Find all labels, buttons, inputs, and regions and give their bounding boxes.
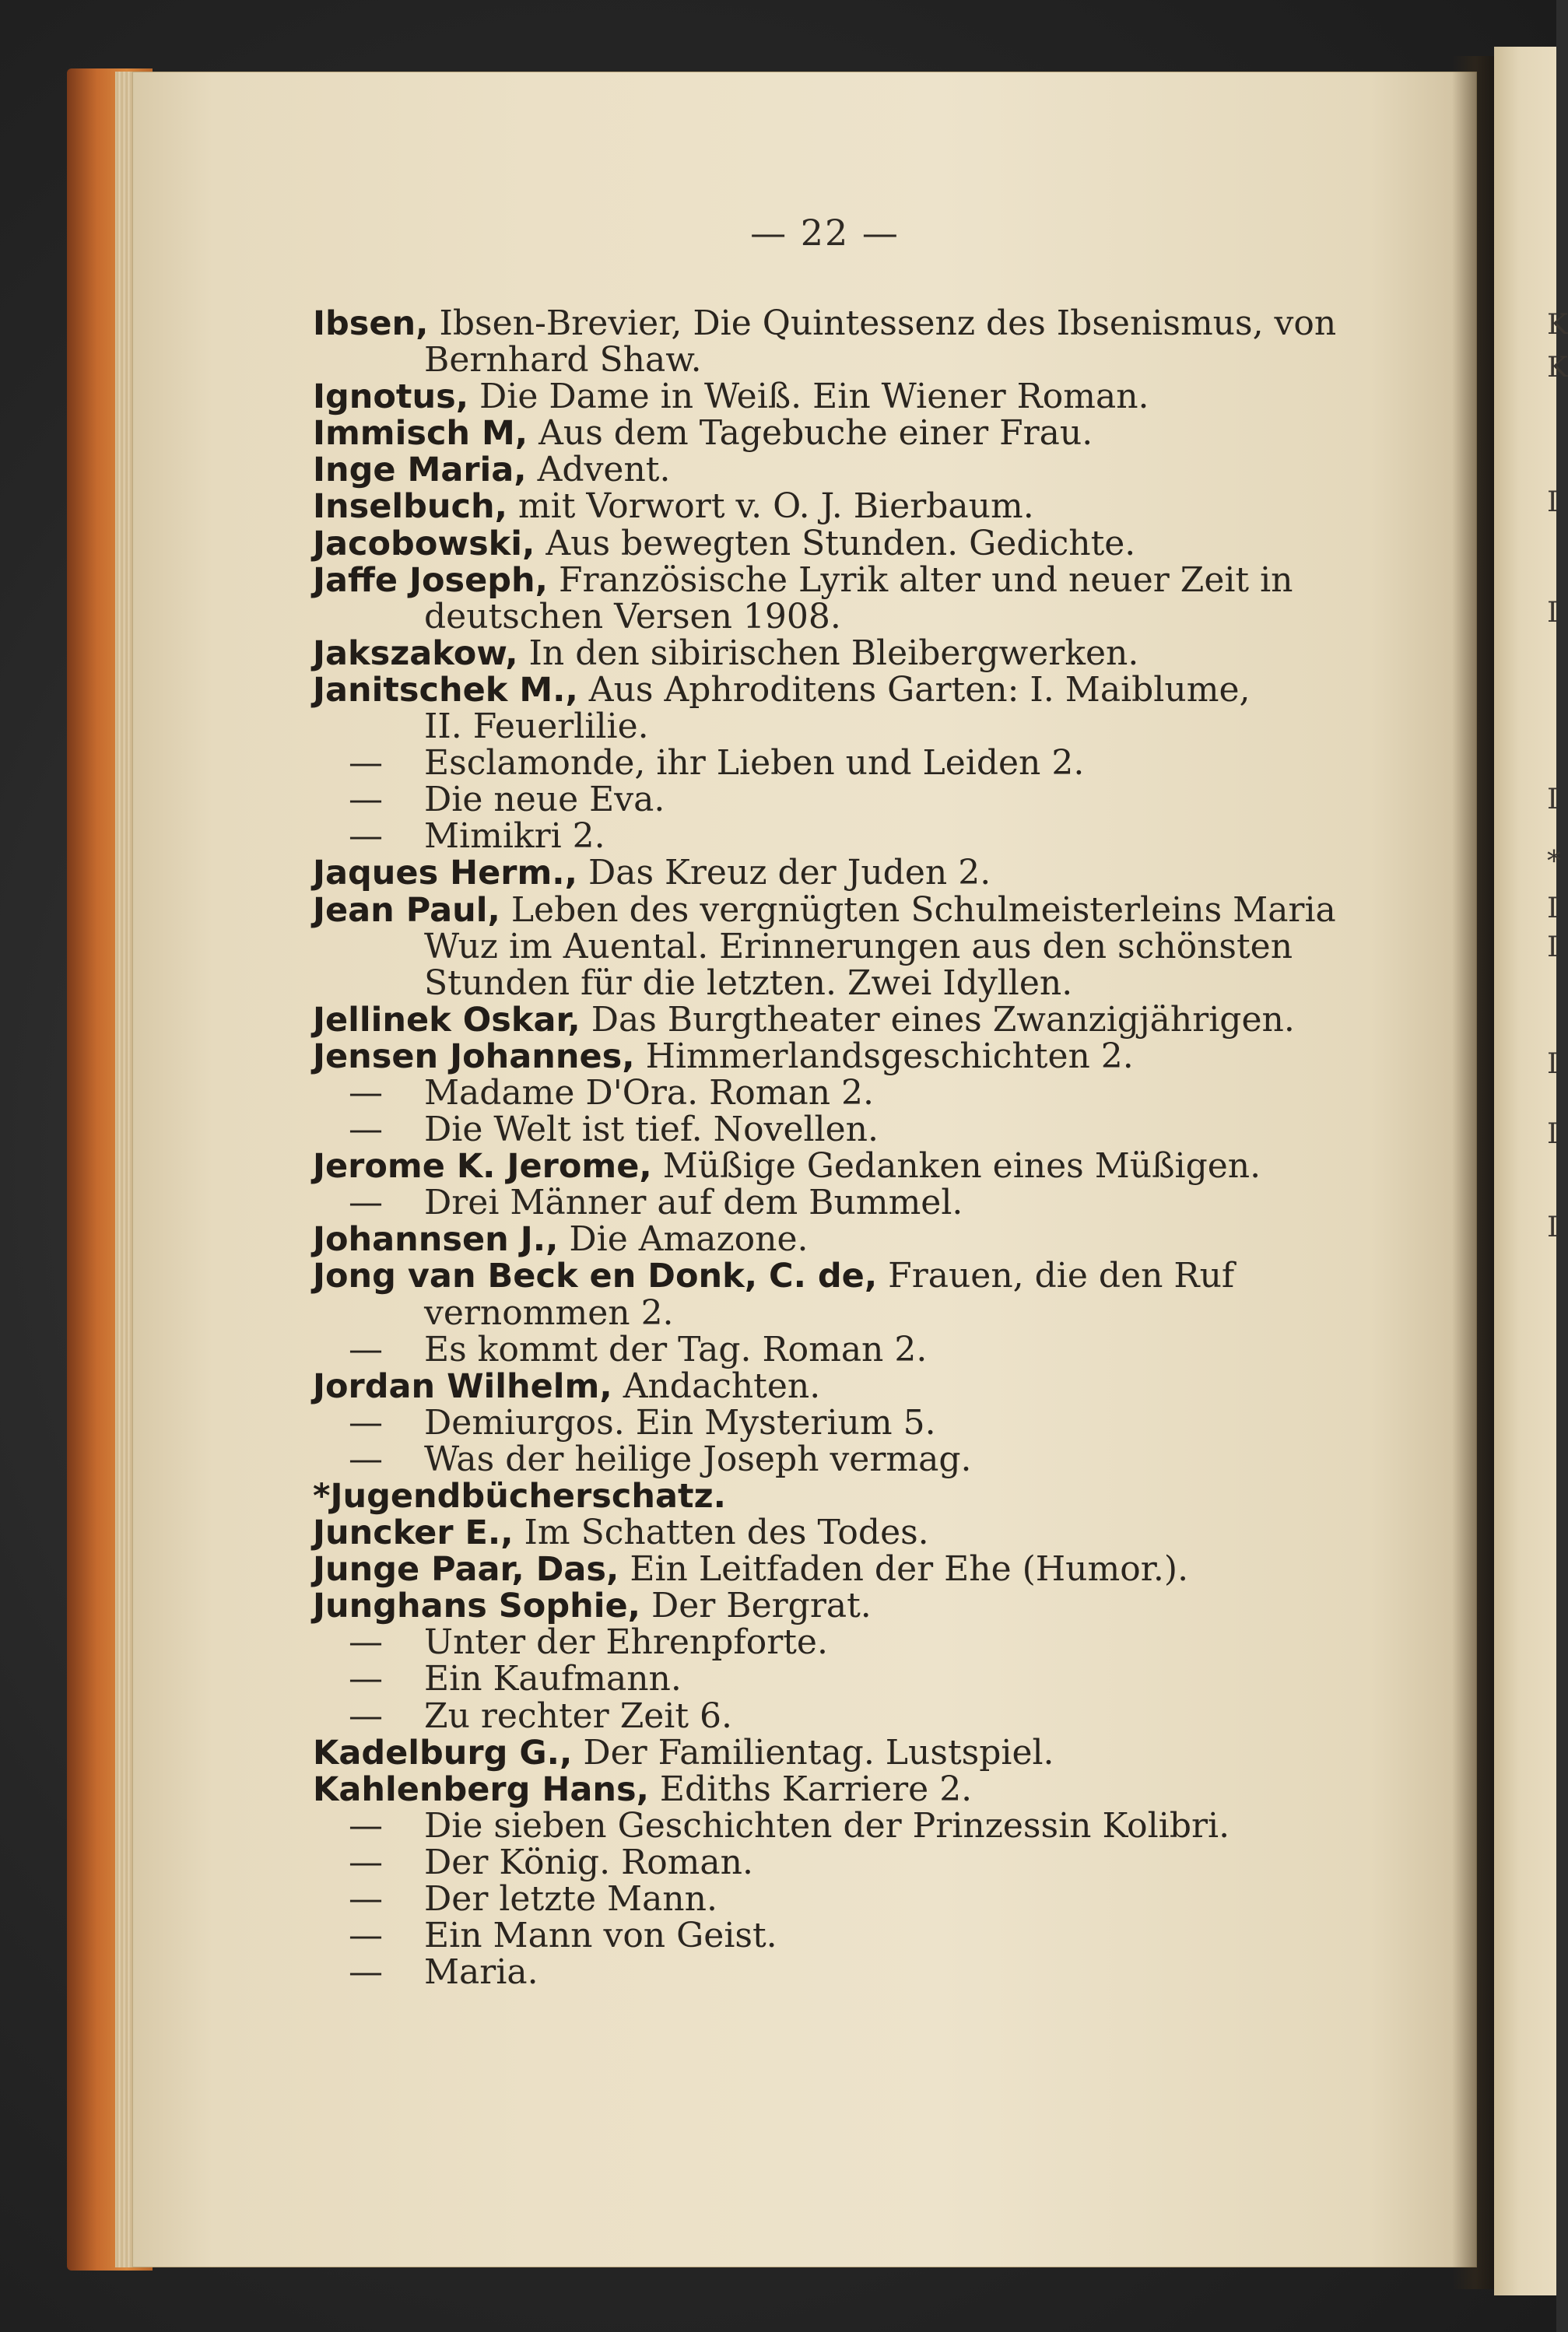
entry-headword: Jacobowski, <box>313 524 535 563</box>
facing-page-glyph: * <box>1547 846 1561 878</box>
facing-page-glyph: I <box>1547 1118 1559 1150</box>
entry-title: Himmerlandsgeschichten 2. <box>634 1036 1134 1076</box>
entry-headword: Jellinek Oskar, <box>313 1000 581 1040</box>
entry-title: Ein Leitfaden der Ehe (Humor.). <box>619 1549 1189 1590</box>
entry-headword: Jordan Wilhelm, <box>313 1366 612 1406</box>
entry-headword: Jerome K. Jerome, <box>313 1147 652 1187</box>
index-entry <box>313 305 1348 342</box>
ditto-entry <box>313 1660 1348 1697</box>
entry-headword: Inselbuch, <box>313 487 507 527</box>
entry-title: Die sieben Geschichten der Prinzessin Kolibri. <box>424 1805 1230 1846</box>
index-entry <box>313 1001 1348 1038</box>
entry-title: Leben des vergnügten Schulmeisterleins Maria <box>500 889 1336 930</box>
facing-page-glyph: I <box>1547 892 1559 924</box>
entry-continuation: Wuz im Auental. Erinnerungen aus den schönsten <box>424 926 1293 966</box>
entry-headword: Kadelburg G., <box>313 1733 573 1773</box>
entry-headword: Kahlenberg Hans, <box>313 1769 649 1809</box>
entry-continuation: vernommen 2. <box>424 1292 674 1333</box>
ditto-entry <box>313 1111 1348 1148</box>
ditto-dash: — <box>349 1622 383 1663</box>
entry-title: Demiurgos. Ein Mysterium 5. <box>424 1402 936 1443</box>
entry-title: Französische Lyrik alter und neuer Zeit in <box>548 559 1293 600</box>
entry-headword: Jaques Herm., <box>313 854 577 893</box>
index-entry <box>313 559 1348 600</box>
ditto-entry <box>313 743 1348 784</box>
entry-title: Die Amazone. <box>558 1219 809 1260</box>
entry-title: Frauen, die den Ruf <box>877 1256 1235 1296</box>
entry-title: Das Kreuz der Juden 2. <box>577 853 991 893</box>
ditto-dash: — <box>349 1952 383 1993</box>
index-entry <box>313 1587 1348 1624</box>
ditto-entry <box>313 1952 1348 1993</box>
ditto-entry <box>313 1917 1348 1954</box>
entry-title: Drei Männer auf dem Bummel. <box>424 1183 963 1223</box>
ditto-entry <box>313 1805 1348 1846</box>
ditto-dash: — <box>349 1842 383 1882</box>
ditto-dash: — <box>349 1916 383 1956</box>
ditto-entry <box>313 816 1348 857</box>
entry-title: Esclamonde, ihr Lieben und Leiden 2. <box>424 743 1085 784</box>
facing-page-glyph: I <box>1547 486 1559 518</box>
ditto-dash: — <box>349 1183 383 1223</box>
ditto-entry <box>313 1698 1348 1734</box>
index-entry <box>313 1219 1348 1260</box>
facing-page-glyph: I <box>1547 931 1559 963</box>
entry-headword: Immisch M, <box>313 414 528 454</box>
entry-title: Aus bewegten Stunden. Gedichte. <box>535 523 1136 563</box>
ditto-entry <box>313 1331 1348 1368</box>
ditto-entry <box>313 1072 1348 1113</box>
ditto-entry <box>313 1622 1348 1663</box>
entry-headword: Junghans Sophie, <box>313 1587 640 1626</box>
entry-title: Der Bergrat. <box>640 1586 872 1626</box>
page-number: — 22 — <box>750 212 900 254</box>
entry-title: Ibsen-Brevier, Die Quintessenz des Ibsenismus, von <box>428 303 1337 343</box>
entry-title: Andachten. <box>612 1366 821 1406</box>
ditto-dash: — <box>349 780 383 820</box>
entry-headword: Inge Maria, <box>313 451 527 490</box>
entry-title: Der Familientag. Lustspiel. <box>572 1732 1054 1773</box>
ditto-dash: — <box>349 1072 383 1113</box>
index-entry <box>313 854 1348 891</box>
index-entry <box>313 413 1348 454</box>
ditto-dash: — <box>349 1402 383 1443</box>
entry-continuation: Bernhard Shaw. <box>424 340 702 380</box>
entry-title: Die neue Eva. <box>424 780 665 820</box>
facing-page-glyph: I <box>1547 1048 1559 1080</box>
ditto-entry <box>313 1184 1348 1221</box>
entry-headword: Jensen Johannes, <box>313 1036 635 1076</box>
index-entry <box>313 486 1348 527</box>
entry-title: Müßige Gedanken eines Müßigen. <box>651 1146 1261 1187</box>
entry-title: Unter der Ehrenpforte. <box>424 1622 828 1663</box>
ditto-dash: — <box>349 1659 383 1699</box>
index-entry <box>313 889 1348 930</box>
entry-continuation: Stunden für die letzten. Zwei Idyllen. <box>424 963 1073 1003</box>
entry-continuation: II. Feuerlilie. <box>424 707 649 747</box>
entry-headword: Junge Paar, Das, <box>313 1550 619 1590</box>
entry-headword: Johannsen J., <box>313 1220 559 1260</box>
ditto-dash: — <box>349 743 383 784</box>
entry-title: Mimikri 2. <box>424 816 605 857</box>
entry-headword: Juncker E., <box>313 1513 514 1553</box>
entry-title: Der König. Roman. <box>424 1842 753 1882</box>
entry-headword: Ibsen, <box>313 304 429 343</box>
index-entry <box>313 1771 1348 1808</box>
ditto-entry <box>313 1441 1348 1478</box>
entry-title: Advent. <box>526 450 671 490</box>
ditto-dash: — <box>349 1439 383 1479</box>
facing-page-glyph: I <box>1547 1212 1559 1243</box>
entry-title: Aus Aphroditens Garten: I. Maiblume, <box>577 669 1251 710</box>
entry-title: Zu rechter Zeit 6. <box>424 1696 733 1736</box>
ditto-dash: — <box>349 1329 383 1369</box>
entry-title: Das Burgtheater eines Zwanzigjährigen. <box>580 999 1295 1040</box>
ditto-entry <box>313 1404 1348 1441</box>
index-entry <box>313 1478 1348 1514</box>
facing-page-glyph: K <box>1547 309 1568 341</box>
index-entry <box>313 635 1348 672</box>
entry-title: Die Dame in Weiß. Ein Wiener Roman. <box>468 377 1149 417</box>
entry-title: Der letzte Mann. <box>424 1879 717 1920</box>
index-entry <box>313 451 1348 488</box>
entry-title: Die Welt ist tief. Novellen. <box>424 1110 879 1150</box>
facing-page-glyph: I <box>1547 784 1559 815</box>
index-entry <box>313 1146 1348 1187</box>
ditto-entry <box>313 1844 1348 1881</box>
entry-headword: Jakszakow, <box>313 633 518 673</box>
index-entry <box>313 1368 1348 1404</box>
facing-page-glyph: K <box>1547 352 1568 384</box>
entry-headword: Jong van Beck en Donk, C. de, <box>313 1257 878 1296</box>
entry-headword: Ignotus, <box>313 377 469 417</box>
entry-title: Ediths Karriere 2. <box>648 1769 973 1809</box>
facing-page-glyph: I <box>1547 597 1559 629</box>
entry-headword: Jaffe Joseph, <box>313 560 549 600</box>
entry-title: Aus dem Tagebuche einer Frau. <box>528 413 1093 454</box>
entry-title: Madame D'Ora. Roman 2. <box>424 1072 874 1113</box>
entry-title: mit Vorwort v. O. J. Bierbaum. <box>507 486 1034 527</box>
entry-headword: *Jugendbücherschatz. <box>313 1477 726 1516</box>
entry-title: Ein Kaufmann. <box>424 1659 682 1699</box>
index-entry <box>313 1734 1348 1771</box>
entry-headword: Jean Paul, <box>313 890 500 930</box>
ditto-dash: — <box>349 816 383 857</box>
ditto-entry <box>313 781 1348 818</box>
index-entry <box>313 669 1348 710</box>
entry-title: Es kommt der Tag. Roman 2. <box>424 1329 928 1369</box>
spine-shadow <box>1452 56 1494 2289</box>
ditto-dash: — <box>349 1110 383 1150</box>
index-entry <box>313 1514 1348 1551</box>
entry-title: Was der heilige Joseph vermag. <box>424 1439 972 1479</box>
ditto-dash: — <box>349 1805 383 1846</box>
index-entry <box>313 1038 1348 1075</box>
entry-title: Ein Mann von Geist. <box>424 1916 777 1956</box>
index-entry <box>313 525 1348 562</box>
ditto-entry <box>313 1879 1348 1920</box>
ditto-dash: — <box>349 1879 383 1920</box>
index-entry <box>313 1257 1348 1294</box>
entry-headword: Janitschek M., <box>313 670 578 710</box>
entry-title: In den sibirischen Bleibergwerken. <box>517 633 1139 673</box>
entry-continuation: deutschen Versen 1908. <box>424 596 841 636</box>
index-entries <box>313 303 1348 1993</box>
facing-page-edge <box>1494 47 1568 2295</box>
index-entry <box>313 1549 1348 1590</box>
entry-title: Im Schatten des Todes. <box>513 1513 929 1553</box>
entry-title: Maria. <box>424 1952 538 1993</box>
ditto-dash: — <box>349 1696 383 1736</box>
index-entry <box>313 378 1348 415</box>
